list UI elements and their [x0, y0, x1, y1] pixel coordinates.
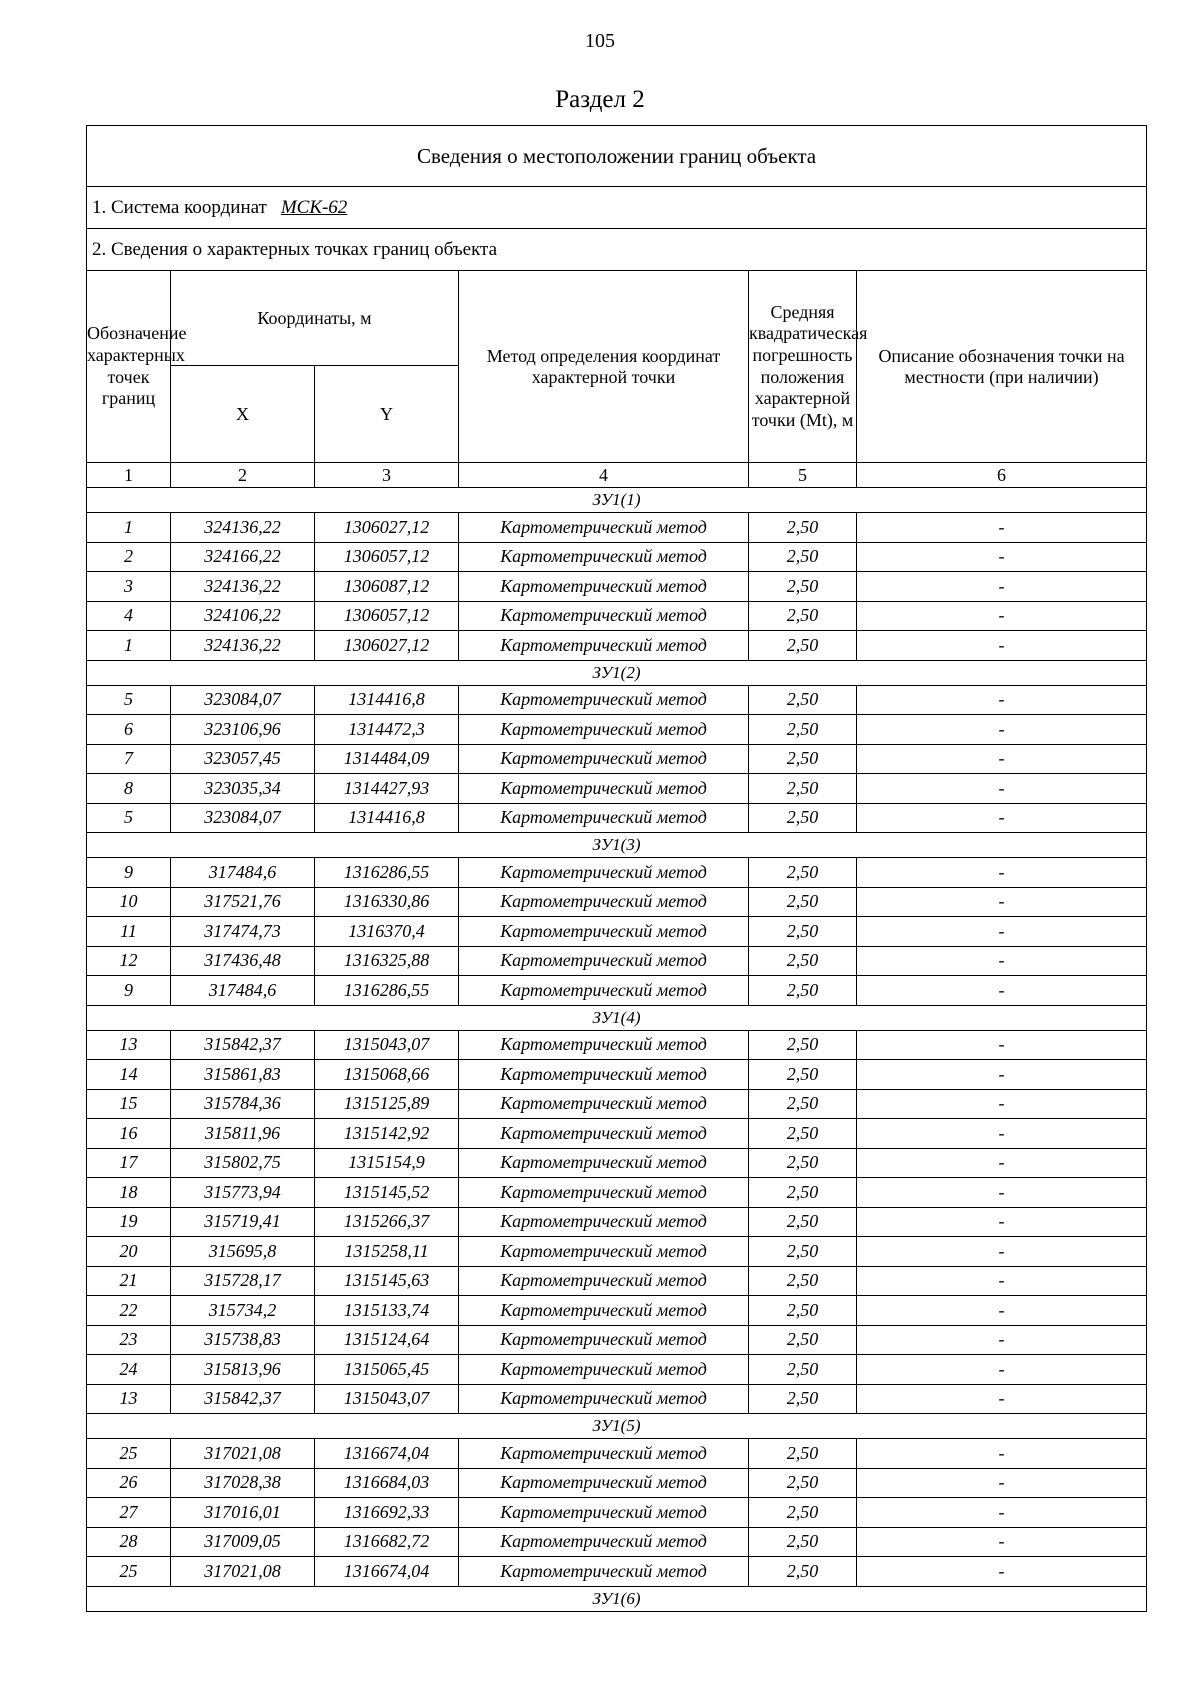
description-cell: -	[857, 1089, 1147, 1119]
error-cell: 2,50	[749, 1119, 857, 1149]
point-number-cell: 20	[87, 1237, 171, 1267]
method-cell: Картометрический метод	[459, 1237, 749, 1267]
error-cell: 2,50	[749, 542, 857, 572]
method-cell: Картометрический метод	[459, 1325, 749, 1355]
description-cell: -	[857, 601, 1147, 631]
point-number-cell: 25	[87, 1439, 171, 1469]
description-cell: -	[857, 1498, 1147, 1528]
group-header-row	[87, 488, 1147, 513]
method-cell: Картометрический метод	[459, 1089, 749, 1119]
x-coordinate-cell: 317021,08	[171, 1439, 315, 1469]
column-number: 1	[87, 463, 171, 488]
point-number-cell: 5	[87, 685, 171, 715]
y-coordinate-cell: 1315145,63	[315, 1266, 459, 1296]
description-cell: -	[857, 1207, 1147, 1237]
error-cell: 2,50	[749, 744, 857, 774]
point-number-cell: 15	[87, 1089, 171, 1119]
description-cell: -	[857, 1237, 1147, 1267]
point-number-cell: 7	[87, 744, 171, 774]
table-row	[87, 1237, 1147, 1267]
y-coordinate-cell: 1315133,74	[315, 1296, 459, 1326]
header-x: X	[171, 366, 315, 463]
point-number-cell: 14	[87, 1060, 171, 1090]
points-label-row	[87, 229, 1147, 271]
group-header-row	[87, 1586, 1147, 1611]
y-coordinate-cell: 1314472,3	[315, 715, 459, 745]
error-cell: 2,50	[749, 1498, 857, 1528]
y-coordinate-cell: 1315124,64	[315, 1325, 459, 1355]
x-coordinate-cell: 315842,37	[171, 1030, 315, 1060]
description-cell: -	[857, 542, 1147, 572]
table-row	[87, 1296, 1147, 1326]
method-cell: Картометрический метод	[459, 1384, 749, 1414]
point-number-cell: 1	[87, 631, 171, 661]
y-coordinate-cell: 1316682,72	[315, 1527, 459, 1557]
table-row	[87, 1527, 1147, 1557]
error-cell: 2,50	[749, 1148, 857, 1178]
error-cell: 2,50	[749, 513, 857, 543]
error-cell: 2,50	[749, 1237, 857, 1267]
crs-value: МСК-62	[280, 196, 348, 218]
description-cell: -	[857, 513, 1147, 543]
x-coordinate-cell: 317484,6	[171, 858, 315, 888]
x-coordinate-cell: 315719,41	[171, 1207, 315, 1237]
description-cell: -	[857, 887, 1147, 917]
header-description: Описание обозначения точки на местности (при наличии)	[857, 271, 1147, 463]
x-coordinate-cell: 323057,45	[171, 744, 315, 774]
error-cell: 2,50	[749, 1060, 857, 1090]
method-cell: Картометрический метод	[459, 946, 749, 976]
y-coordinate-cell: 1315065,45	[315, 1355, 459, 1385]
group-header-row	[87, 660, 1147, 685]
y-coordinate-cell: 1314416,8	[315, 803, 459, 833]
x-coordinate-cell: 315784,36	[171, 1089, 315, 1119]
x-coordinate-cell: 323084,07	[171, 685, 315, 715]
description-cell: -	[857, 1325, 1147, 1355]
description-cell: -	[857, 1296, 1147, 1326]
y-coordinate-cell: 1314416,8	[315, 685, 459, 715]
error-cell: 2,50	[749, 858, 857, 888]
table-row	[87, 917, 1147, 947]
description-cell: -	[857, 685, 1147, 715]
column-number: 4	[459, 463, 749, 488]
x-coordinate-cell: 317436,48	[171, 946, 315, 976]
header-error: Средняя квадратическая погрешность положения характерной точки (Mt), м	[749, 271, 857, 463]
method-cell: Картометрический метод	[459, 774, 749, 804]
y-coordinate-cell: 1315266,37	[315, 1207, 459, 1237]
table-title: Сведения о местоположении границ объекта	[87, 126, 1147, 187]
method-cell: Картометрический метод	[459, 1557, 749, 1587]
table-row	[87, 858, 1147, 888]
error-cell: 2,50	[749, 1296, 857, 1326]
method-cell: Картометрический метод	[459, 744, 749, 774]
point-number-cell: 4	[87, 601, 171, 631]
error-cell: 2,50	[749, 1089, 857, 1119]
error-cell: 2,50	[749, 803, 857, 833]
header-y: Y	[315, 366, 459, 463]
y-coordinate-cell: 1315043,07	[315, 1030, 459, 1060]
x-coordinate-cell: 317521,76	[171, 887, 315, 917]
description-cell: -	[857, 744, 1147, 774]
group-name: ЗУ1(4)	[87, 1005, 1147, 1030]
table-row	[87, 976, 1147, 1006]
point-number-cell: 8	[87, 774, 171, 804]
error-cell: 2,50	[749, 1325, 857, 1355]
x-coordinate-cell: 315861,83	[171, 1060, 315, 1090]
table-row	[87, 1266, 1147, 1296]
boundary-points-table	[86, 125, 1147, 1612]
description-cell: -	[857, 803, 1147, 833]
method-cell: Картометрический метод	[459, 631, 749, 661]
x-coordinate-cell: 317009,05	[171, 1527, 315, 1557]
page-number: 105	[585, 30, 615, 52]
method-cell: Картометрический метод	[459, 1060, 749, 1090]
table-row	[87, 601, 1147, 631]
group-name: ЗУ1(1)	[87, 488, 1147, 513]
y-coordinate-cell: 1315142,92	[315, 1119, 459, 1149]
y-coordinate-cell: 1306087,12	[315, 572, 459, 602]
method-cell: Картометрический метод	[459, 542, 749, 572]
point-number-cell: 24	[87, 1355, 171, 1385]
y-coordinate-cell: 1315145,52	[315, 1178, 459, 1208]
y-coordinate-cell: 1316330,86	[315, 887, 459, 917]
x-coordinate-cell: 324136,22	[171, 513, 315, 543]
table-row	[87, 1439, 1147, 1469]
table-row	[87, 1119, 1147, 1149]
x-coordinate-cell: 323106,96	[171, 715, 315, 745]
table-row	[87, 1060, 1147, 1090]
method-cell: Картометрический метод	[459, 1498, 749, 1528]
table-row	[87, 542, 1147, 572]
point-number-cell: 18	[87, 1178, 171, 1208]
point-number-cell: 22	[87, 1296, 171, 1326]
error-cell: 2,50	[749, 572, 857, 602]
point-number-cell: 28	[87, 1527, 171, 1557]
description-cell: -	[857, 1266, 1147, 1296]
method-cell: Картометрический метод	[459, 1355, 749, 1385]
header-coordinates: Координаты, м	[171, 271, 459, 366]
table-row	[87, 1030, 1147, 1060]
group-name: ЗУ1(6)	[87, 1586, 1147, 1611]
column-number: 3	[315, 463, 459, 488]
method-cell: Картометрический метод	[459, 572, 749, 602]
column-numbers-row	[87, 463, 1147, 488]
method-cell: Картометрический метод	[459, 1178, 749, 1208]
table-row	[87, 1089, 1147, 1119]
point-number-cell: 3	[87, 572, 171, 602]
method-cell: Картометрический метод	[459, 1119, 749, 1149]
y-coordinate-cell: 1316674,04	[315, 1439, 459, 1469]
y-coordinate-cell: 1306057,12	[315, 542, 459, 572]
x-coordinate-cell: 324166,22	[171, 542, 315, 572]
table-row	[87, 1498, 1147, 1528]
method-cell: Картометрический метод	[459, 976, 749, 1006]
y-coordinate-cell: 1315043,07	[315, 1384, 459, 1414]
table-row	[87, 1178, 1147, 1208]
x-coordinate-cell: 315695,8	[171, 1237, 315, 1267]
table-row	[87, 631, 1147, 661]
error-cell: 2,50	[749, 1527, 857, 1557]
description-cell: -	[857, 1148, 1147, 1178]
x-coordinate-cell: 315734,2	[171, 1296, 315, 1326]
description-cell: -	[857, 1439, 1147, 1469]
table-row	[87, 1325, 1147, 1355]
point-number-cell: 12	[87, 946, 171, 976]
description-cell: -	[857, 858, 1147, 888]
y-coordinate-cell: 1316674,04	[315, 1557, 459, 1587]
method-cell: Картометрический метод	[459, 803, 749, 833]
x-coordinate-cell: 324136,22	[171, 572, 315, 602]
table-row	[87, 1148, 1147, 1178]
point-number-cell: 9	[87, 976, 171, 1006]
error-cell: 2,50	[749, 1266, 857, 1296]
method-cell: Картометрический метод	[459, 601, 749, 631]
point-number-cell: 27	[87, 1498, 171, 1528]
y-coordinate-cell: 1316684,03	[315, 1468, 459, 1498]
description-cell: -	[857, 1178, 1147, 1208]
column-number: 6	[857, 463, 1147, 488]
x-coordinate-cell: 324136,22	[171, 631, 315, 661]
description-cell: -	[857, 917, 1147, 947]
description-cell: -	[857, 572, 1147, 602]
x-coordinate-cell: 315773,94	[171, 1178, 315, 1208]
error-cell: 2,50	[749, 715, 857, 745]
error-cell: 2,50	[749, 917, 857, 947]
group-header-row	[87, 1005, 1147, 1030]
method-cell: Картометрический метод	[459, 858, 749, 888]
table-row	[87, 1207, 1147, 1237]
point-number-cell: 25	[87, 1557, 171, 1587]
point-number-cell: 26	[87, 1468, 171, 1498]
description-cell: -	[857, 774, 1147, 804]
description-cell: -	[857, 946, 1147, 976]
table-row	[87, 774, 1147, 804]
table-title-row	[87, 126, 1147, 187]
header-row-1	[87, 271, 1147, 366]
x-coordinate-cell: 317028,38	[171, 1468, 315, 1498]
method-cell: Картометрический метод	[459, 1439, 749, 1469]
x-coordinate-cell: 315738,83	[171, 1325, 315, 1355]
point-number-cell: 1	[87, 513, 171, 543]
error-cell: 2,50	[749, 1384, 857, 1414]
x-coordinate-cell: 317484,6	[171, 976, 315, 1006]
y-coordinate-cell: 1315154,9	[315, 1148, 459, 1178]
point-number-cell: 17	[87, 1148, 171, 1178]
description-cell: -	[857, 1060, 1147, 1090]
table-row	[87, 1468, 1147, 1498]
table-row	[87, 1355, 1147, 1385]
points-label: 2. Сведения о характерных точках границ объекта	[87, 229, 1147, 271]
x-coordinate-cell: 317016,01	[171, 1498, 315, 1528]
y-coordinate-cell: 1306027,12	[315, 513, 459, 543]
description-cell: -	[857, 1527, 1147, 1557]
error-cell: 2,50	[749, 1468, 857, 1498]
group-header-row	[87, 1414, 1147, 1439]
group-name: ЗУ1(3)	[87, 833, 1147, 858]
description-cell: -	[857, 1355, 1147, 1385]
y-coordinate-cell: 1315068,66	[315, 1060, 459, 1090]
y-coordinate-cell: 1306057,12	[315, 601, 459, 631]
header-method: Метод определения координат характерной точки	[459, 271, 749, 463]
point-number-cell: 2	[87, 542, 171, 572]
error-cell: 2,50	[749, 1207, 857, 1237]
x-coordinate-cell: 317474,73	[171, 917, 315, 947]
point-number-cell: 9	[87, 858, 171, 888]
y-coordinate-cell: 1316286,55	[315, 858, 459, 888]
point-number-cell: 6	[87, 715, 171, 745]
y-coordinate-cell: 1314484,09	[315, 744, 459, 774]
description-cell: -	[857, 1384, 1147, 1414]
error-cell: 2,50	[749, 1178, 857, 1208]
x-coordinate-cell: 315728,17	[171, 1266, 315, 1296]
y-coordinate-cell: 1316286,55	[315, 976, 459, 1006]
error-cell: 2,50	[749, 1439, 857, 1469]
method-cell: Картометрический метод	[459, 1266, 749, 1296]
y-coordinate-cell: 1316325,88	[315, 946, 459, 976]
description-cell: -	[857, 1119, 1147, 1149]
description-cell: -	[857, 1557, 1147, 1587]
section-title: Раздел 2	[555, 86, 645, 113]
error-cell: 2,50	[749, 1355, 857, 1385]
method-cell: Картометрический метод	[459, 1148, 749, 1178]
table-row	[87, 887, 1147, 917]
table-row	[87, 685, 1147, 715]
description-cell: -	[857, 1030, 1147, 1060]
point-number-cell: 13	[87, 1384, 171, 1414]
column-number: 2	[171, 463, 315, 488]
x-coordinate-cell: 315802,75	[171, 1148, 315, 1178]
y-coordinate-cell: 1306027,12	[315, 631, 459, 661]
method-cell: Картометрический метод	[459, 1296, 749, 1326]
error-cell: 2,50	[749, 887, 857, 917]
table-row	[87, 1384, 1147, 1414]
table-row	[87, 513, 1147, 543]
group-name: ЗУ1(5)	[87, 1414, 1147, 1439]
y-coordinate-cell: 1315258,11	[315, 1237, 459, 1267]
point-number-cell: 16	[87, 1119, 171, 1149]
x-coordinate-cell: 323084,07	[171, 803, 315, 833]
error-cell: 2,50	[749, 685, 857, 715]
method-cell: Картометрический метод	[459, 1207, 749, 1237]
error-cell: 2,50	[749, 1030, 857, 1060]
method-cell: Картометрический метод	[459, 1527, 749, 1557]
table-row	[87, 572, 1147, 602]
point-number-cell: 13	[87, 1030, 171, 1060]
method-cell: Картометрический метод	[459, 715, 749, 745]
description-cell: -	[857, 976, 1147, 1006]
table-row	[87, 946, 1147, 976]
x-coordinate-cell: 315811,96	[171, 1119, 315, 1149]
description-cell: -	[857, 631, 1147, 661]
description-cell: -	[857, 1468, 1147, 1498]
point-number-cell: 21	[87, 1266, 171, 1296]
point-number-cell: 23	[87, 1325, 171, 1355]
error-cell: 2,50	[749, 946, 857, 976]
crs-row	[87, 187, 1147, 229]
x-coordinate-cell: 323035,34	[171, 774, 315, 804]
x-coordinate-cell: 315842,37	[171, 1384, 315, 1414]
y-coordinate-cell: 1316370,4	[315, 917, 459, 947]
method-cell: Картометрический метод	[459, 685, 749, 715]
table-row	[87, 715, 1147, 745]
method-cell: Картометрический метод	[459, 887, 749, 917]
x-coordinate-cell: 324106,22	[171, 601, 315, 631]
group-header-row	[87, 833, 1147, 858]
table-row	[87, 803, 1147, 833]
point-number-cell: 11	[87, 917, 171, 947]
method-cell: Картометрический метод	[459, 1468, 749, 1498]
crs-label: 1. Система координат	[92, 196, 267, 218]
x-coordinate-cell: 317021,08	[171, 1557, 315, 1587]
y-coordinate-cell: 1315125,89	[315, 1089, 459, 1119]
point-number-cell: 19	[87, 1207, 171, 1237]
x-coordinate-cell: 315813,96	[171, 1355, 315, 1385]
table-row	[87, 744, 1147, 774]
group-name: ЗУ1(2)	[87, 660, 1147, 685]
error-cell: 2,50	[749, 1557, 857, 1587]
error-cell: 2,50	[749, 601, 857, 631]
column-number: 5	[749, 463, 857, 488]
point-number-cell: 10	[87, 887, 171, 917]
method-cell: Картометрический метод	[459, 1030, 749, 1060]
y-coordinate-cell: 1314427,93	[315, 774, 459, 804]
table-row	[87, 1557, 1147, 1587]
method-cell: Картометрический метод	[459, 513, 749, 543]
description-cell: -	[857, 715, 1147, 745]
header-designation: Обозначение характерных точек границ	[87, 271, 171, 463]
error-cell: 2,50	[749, 774, 857, 804]
error-cell: 2,50	[749, 631, 857, 661]
point-number-cell: 5	[87, 803, 171, 833]
method-cell: Картометрический метод	[459, 917, 749, 947]
y-coordinate-cell: 1316692,33	[315, 1498, 459, 1528]
error-cell: 2,50	[749, 976, 857, 1006]
